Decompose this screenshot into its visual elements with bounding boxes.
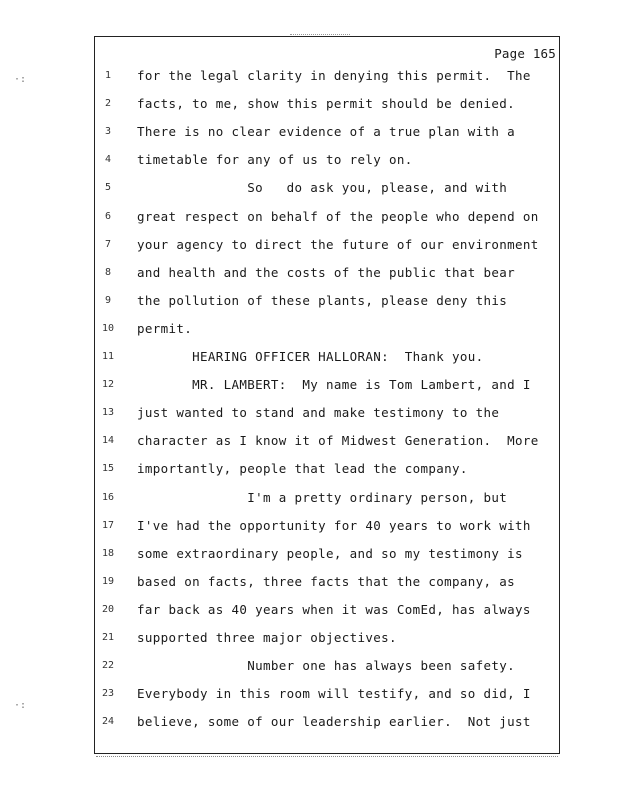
- line-number: 8: [104, 266, 112, 278]
- line-number: 1: [104, 70, 112, 81]
- line-number: 3: [104, 126, 112, 138]
- line-number: 11: [101, 351, 115, 362]
- line-text: I'm a pretty ordinary person, but: [137, 489, 508, 505]
- transcript-line: [0, 68, 618, 88]
- transcript-line: [0, 237, 618, 257]
- line-number: 23: [101, 688, 115, 700]
- line-number: 12: [101, 379, 115, 391]
- transcript-line: [0, 209, 618, 229]
- line-text: some extraordinary people, and so my testimony is: [137, 545, 523, 561]
- transcript-line: [0, 180, 618, 200]
- transcript-line: [0, 293, 618, 313]
- transcript-line: [0, 630, 618, 650]
- line-number: 6: [104, 210, 112, 222]
- line-number: 7: [104, 238, 112, 250]
- line-number: 22: [101, 660, 115, 672]
- transcript-line: [0, 405, 618, 425]
- transcript-line: [0, 265, 618, 285]
- scan-artifact-left-top: ·:: [14, 74, 27, 85]
- line-number: 24: [101, 716, 115, 728]
- transcript-line: [0, 490, 618, 510]
- transcript-line: [0, 714, 618, 734]
- line-text: facts, to me, show this permit should be denied.: [137, 96, 516, 112]
- line-number: 5: [104, 182, 112, 194]
- line-text: great respect on behalf of the people who depend on: [137, 208, 539, 224]
- scan-artifact-left-bottom: ·:: [14, 700, 27, 711]
- transcript-line: [0, 602, 618, 622]
- transcript-line: [0, 518, 618, 538]
- line-number: 16: [101, 491, 115, 503]
- line-text: There is no clear evidence of a true plan with a: [137, 124, 516, 140]
- line-text: for the legal clarity in denying this permit. The: [137, 68, 531, 83]
- line-text: timetable for any of us to rely on.: [137, 152, 413, 168]
- line-number: 9: [104, 294, 112, 306]
- line-text: believe, some of our leadership earlier. Not just: [137, 714, 531, 730]
- transcript-line: [0, 686, 618, 706]
- line-text: So do ask you, please, and with: [137, 180, 508, 196]
- transcript-line: [0, 321, 618, 341]
- line-number: 4: [104, 154, 112, 166]
- line-text: supported three major objectives.: [137, 630, 397, 645]
- line-text: far back as 40 years when it was ComEd, has always: [137, 601, 531, 617]
- line-text: I've had the opportunity for 40 years to work with: [137, 517, 531, 533]
- line-text: Number one has always been safety.: [137, 658, 516, 674]
- scan-artifact-bottom: [96, 756, 558, 759]
- line-number: 14: [101, 435, 115, 447]
- line-text: your agency to direct the future of our environment: [137, 236, 539, 252]
- line-text: based on facts, three facts that the company, as: [137, 573, 516, 589]
- line-text: and health and the costs of the public that bear: [137, 264, 516, 280]
- line-text: importantly, people that lead the company.: [137, 461, 468, 477]
- line-text: HEARING OFFICER HALLORAN: Thank you.: [137, 349, 484, 364]
- line-number: 15: [101, 463, 115, 475]
- line-number: 10: [101, 322, 115, 334]
- transcript-line: [0, 546, 618, 566]
- line-text: permit.: [137, 320, 193, 336]
- transcript-line: [0, 574, 618, 594]
- line-text: MR. LAMBERT: My name is Tom Lambert, and I: [137, 377, 531, 393]
- line-text: character as I know it of Midwest Generation. More: [137, 433, 539, 449]
- transcript-line: [0, 433, 618, 453]
- transcript-line: [0, 349, 618, 369]
- transcript-line: [0, 96, 618, 116]
- line-number: 20: [101, 603, 115, 615]
- line-text: the pollution of these plants, please deny this: [137, 292, 508, 308]
- line-text: Everybody in this room will testify, and so did, I: [137, 686, 531, 702]
- line-number: 2: [104, 98, 112, 110]
- line-number: 13: [101, 407, 115, 419]
- page-number: Page 165: [494, 46, 556, 61]
- line-number: 19: [101, 575, 115, 587]
- transcript-line: [0, 658, 618, 678]
- line-number: 18: [101, 547, 115, 559]
- line-number: 21: [101, 632, 115, 643]
- line-text: just wanted to stand and make testimony to the: [137, 405, 500, 421]
- transcript-line: [0, 124, 618, 144]
- line-number: 17: [101, 519, 115, 531]
- transcript-line: [0, 152, 618, 172]
- transcript-line: [0, 377, 618, 397]
- transcript-line: [0, 461, 618, 481]
